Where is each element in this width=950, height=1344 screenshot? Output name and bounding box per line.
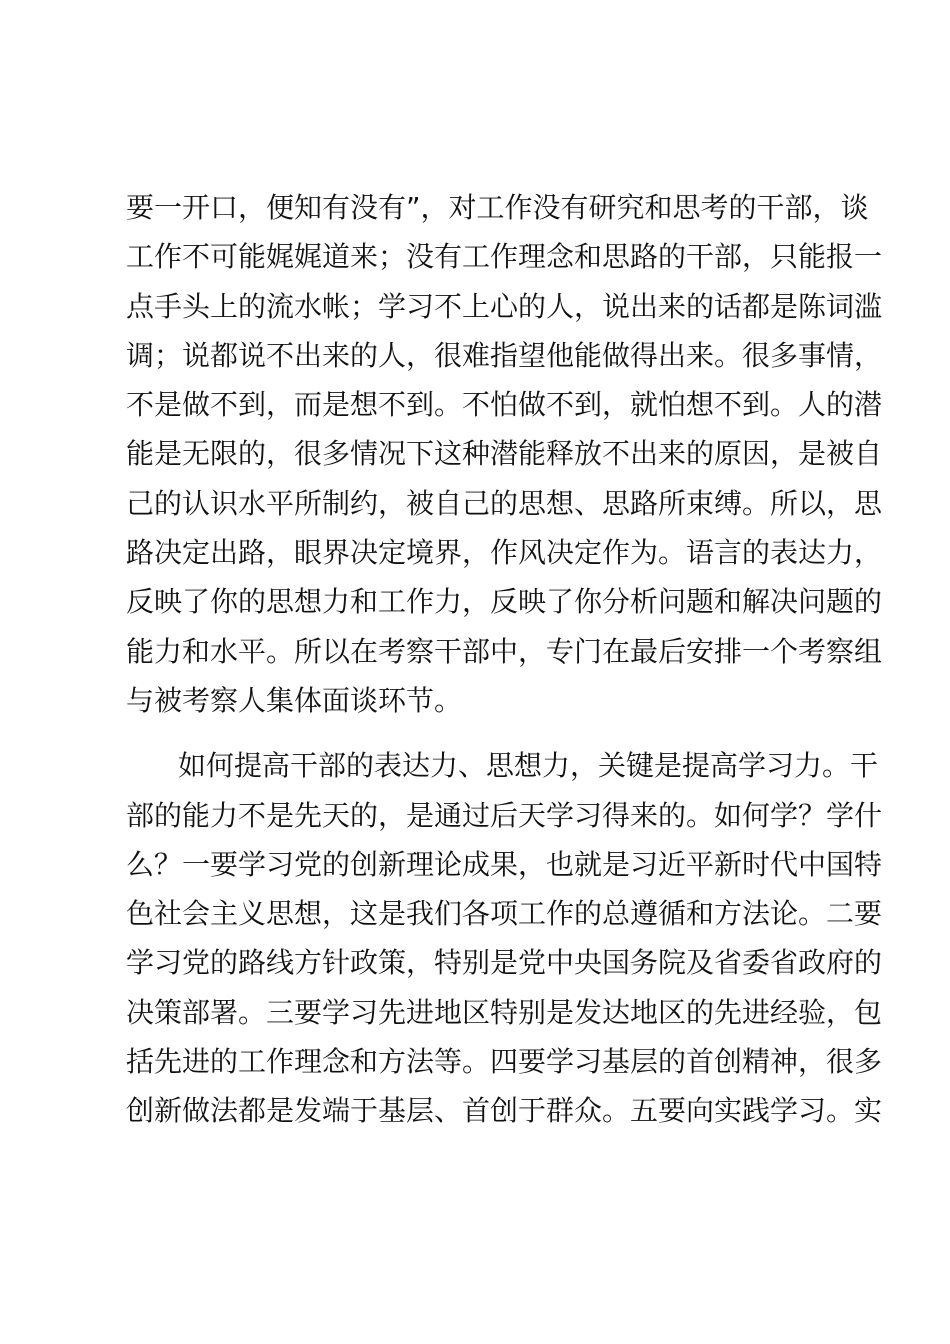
- text-line: 决策部署。三要学习先进地区特别是发达地区的先进经验，包: [126, 995, 883, 1029]
- paragraph-1: [126, 183, 883, 725]
- text-line: 己的认识水平所制约，被自己的思想、思路所束缚。所以，思: [126, 486, 883, 520]
- text-line: 创新做法都是发端于基层、首创于群众。五要向实践学习。实: [126, 1094, 883, 1128]
- text-line: 么？一要学习党的创新理论成果，也就是习近平新时代中国特: [126, 847, 883, 881]
- text-line: 与被考察人集体面谈环节。: [126, 683, 463, 717]
- text-line: 色社会主义思想，这是我们各项工作的总遵循和方法论。二要: [126, 897, 883, 931]
- text-line: 不是做不到，而是想不到。不怕做不到，就怕想不到。人的潜: [126, 388, 883, 422]
- text-line-indented: 如何提高干部的表达力、思想力，关键是提高学习力。干: [178, 749, 879, 783]
- text-line: 学习党的路线方针政策，特别是党中央国务院及省委省政府的: [126, 946, 883, 980]
- text-line: 能是无限的，很多情况下这种潜能释放不出来的原因，是被自: [126, 437, 883, 471]
- text-line: 能力和水平。所以在考察干部中，专门在最后安排一个考察组: [126, 634, 883, 668]
- paragraph-2: [126, 741, 883, 1135]
- text-line: 部的能力不是先天的，是通过后天学习得来的。如何学？学什: [126, 798, 883, 832]
- text-line: 工作不可能娓娓道来；没有工作理念和思路的干部，只能报一: [126, 240, 883, 274]
- text-line: 点手头上的流水帐；学习不上心的人，说出来的话都是陈词滥: [126, 289, 883, 323]
- text-line: 括先进的工作理念和方法等。四要学习基层的首创精神，很多: [126, 1045, 883, 1079]
- text-line: 要一开口，便知有没有”，对工作没有研究和思考的干部，谈: [126, 191, 869, 224]
- text-line: 调；说都说不出来的人，很难指望他能做得出来。很多事情，: [126, 338, 883, 372]
- document-body: [126, 183, 883, 1136]
- paragraph-spacer: [126, 725, 832, 741]
- text-line: 反映了你的思想力和工作力，反映了你分析问题和解决问题的: [126, 585, 883, 619]
- text-line: 路决定出路，眼界决定境界，作风决定作为。语言的表达力，: [126, 536, 883, 570]
